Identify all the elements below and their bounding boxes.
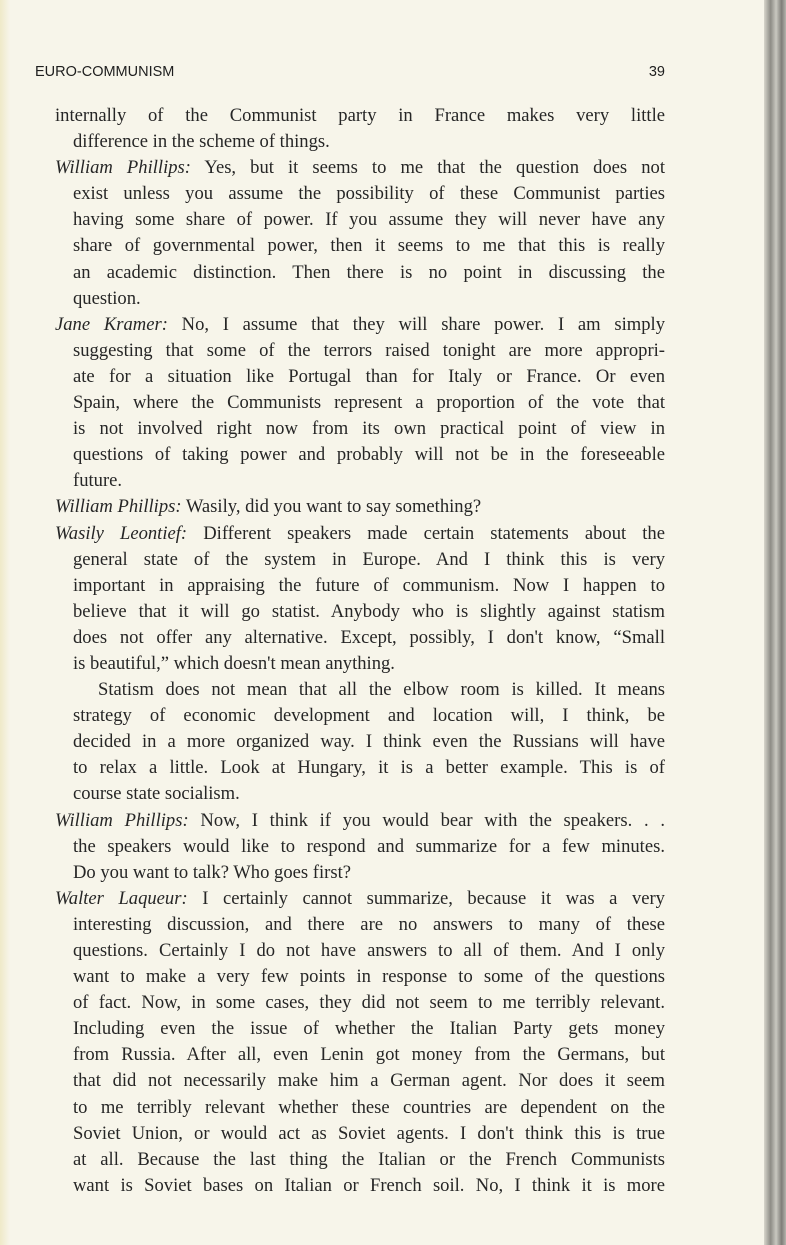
line-text: difference in the scheme of things.	[73, 131, 330, 153]
line-text: to me terribly relevant whether these countries are dependent on the	[73, 1096, 665, 1118]
line-text: want to make a very few points in response to some of the questions	[73, 966, 665, 988]
line-text: exist unless you assume the possibility of these Communist parties	[73, 183, 665, 205]
line-text: is beautiful,” which doesn't mean anything.	[73, 652, 395, 674]
text-line	[55, 834, 665, 860]
line-text: questions. Certainly I do not have answers to all of them. And I only	[73, 940, 665, 961]
line-text: Spain, where the Communists represent a proportion of the vote that	[73, 392, 665, 414]
line-text: an academic distinction. Then there is no point in discussing the	[73, 261, 665, 283]
paragraph	[55, 677, 665, 807]
text-line	[55, 573, 665, 599]
book-page-edge	[764, 0, 786, 1245]
line-text: future.	[73, 470, 123, 492]
line-text: having some share of power. If you assume they will never have any	[73, 209, 665, 231]
line-text: strategy of economic development and location will, I think, be	[73, 705, 665, 727]
text-line	[55, 103, 665, 129]
speaker-name: Walter Laqueur:	[55, 887, 188, 909]
line-text: decided in a more organized way. I think even the Russians will have	[73, 731, 665, 753]
running-title: EURO-COMMUNISM	[35, 64, 175, 80]
speaker-name: Wasily Leontief:	[55, 522, 188, 544]
line-text: course state socialism.	[73, 783, 240, 805]
speech-paragraph	[55, 312, 665, 495]
text-line	[55, 1042, 665, 1068]
page-number: 39	[648, 64, 665, 80]
line-text: interesting discussion, and there are no answers to many of these	[73, 913, 665, 935]
text-line	[55, 1173, 665, 1199]
line-text: is not involved right now from its own practical point of view in	[73, 418, 665, 440]
line-text: does not offer any alternative. Except, possibly, I don't know, “Small	[73, 626, 665, 648]
text-line	[55, 1095, 665, 1121]
line-text: ate for a situation like Portugal than for Italy or France. Or even	[73, 365, 665, 387]
text-line	[55, 938, 665, 964]
speech-paragraph	[55, 808, 665, 886]
line-text: believe that it will go statist. Anybody who is slightly against statism	[73, 600, 665, 622]
speaker-name: William Phillips:	[55, 496, 182, 518]
text-line	[55, 233, 665, 259]
page-shadow-left	[0, 0, 10, 1245]
line-text: general state of the system in Europe. And I think this is very	[73, 548, 665, 570]
text-line	[55, 1016, 665, 1042]
text-line	[55, 416, 665, 442]
text-line	[55, 651, 665, 677]
text-line	[55, 755, 665, 781]
line-text: that did not necessarily make him a German agent. Nor does it seem	[73, 1070, 665, 1092]
text-line	[55, 312, 665, 338]
text-line	[55, 207, 665, 233]
line-text: questions of taking power and probably will not be in the foreseeable	[73, 444, 665, 466]
text-line	[55, 547, 665, 573]
line-text: share of governmental power, then it seems to me that this is really	[73, 235, 665, 257]
line-text: want is Soviet bases on Italian or French soil. No, I think it is more	[73, 1174, 665, 1196]
text-line	[55, 521, 665, 547]
text-line	[55, 442, 665, 468]
page-body	[55, 103, 665, 1199]
text-line	[55, 260, 665, 286]
line-text: to relax a little. Look at Hungary, it is a better example. This is of	[73, 757, 665, 779]
text-line	[55, 1121, 665, 1147]
line-text: of fact. Now, in some cases, they did not seem to me terribly relevant.	[73, 992, 665, 1014]
text-line	[55, 494, 665, 520]
line-text: Yes, but it seems to me that the question does not	[204, 157, 665, 179]
text-line	[55, 181, 665, 207]
line-text: suggesting that some of the terrors raised tonight are more appropri-	[73, 339, 665, 361]
speaker-name: William Phillips:	[55, 809, 189, 831]
speech-paragraph	[55, 886, 665, 1199]
line-text: I certainly cannot summarize, because it was a very	[202, 887, 665, 909]
text-line	[55, 1147, 665, 1173]
line-text: Different speakers made certain statements about the	[203, 522, 665, 544]
text-line	[55, 964, 665, 990]
line-text: Do you want to talk? Who goes first?	[73, 861, 351, 883]
text-line	[55, 781, 665, 807]
line-text: Now, I think if you would bear with the speakers. . .	[200, 809, 665, 831]
text-line	[55, 886, 665, 912]
text-line	[55, 912, 665, 938]
text-line	[55, 703, 665, 729]
line-text: the speakers would like to respond and summarize for a few minutes.	[73, 835, 665, 857]
text-line	[55, 286, 665, 312]
line-text: No, I assume that they will share power. I am simply	[181, 313, 665, 335]
line-text: from Russia. After all, even Lenin got money from the Germans, but	[73, 1044, 665, 1066]
line-text: question.	[73, 287, 141, 309]
line-text: Wasily, did you want to say something?	[185, 496, 482, 518]
speech-paragraph	[55, 521, 665, 678]
text-line	[55, 338, 665, 364]
speech-paragraph	[55, 155, 665, 312]
text-line	[55, 860, 665, 886]
text-line	[55, 364, 665, 390]
line-text: Statism does not mean that all the elbow room is killed. It means	[98, 679, 665, 701]
text-line	[55, 677, 665, 703]
text-line	[55, 390, 665, 416]
line-text: internally of the Communist party in France makes very little	[55, 105, 665, 126]
text-line	[55, 729, 665, 755]
text-line	[55, 625, 665, 651]
line-text: Soviet Union, or would act as Soviet agents. I don't think this is true	[73, 1122, 665, 1144]
speech-paragraph	[55, 494, 665, 520]
line-text: Including even the issue of whether the Italian Party gets money	[73, 1018, 665, 1040]
running-header	[35, 64, 665, 80]
text-line	[55, 129, 665, 155]
text-line	[55, 808, 665, 834]
text-line	[55, 599, 665, 625]
speaker-name: Jane Kramer:	[55, 313, 168, 335]
line-text: important in appraising the future of communism. Now I happen to	[73, 574, 665, 596]
text-line	[55, 1068, 665, 1094]
speaker-name: William Phillips:	[55, 157, 191, 179]
text-line	[55, 990, 665, 1016]
paragraph	[55, 103, 665, 155]
line-text: at all. Because the last thing the Italian or the French Communists	[73, 1148, 665, 1170]
text-line	[55, 155, 665, 181]
text-line	[55, 468, 665, 494]
